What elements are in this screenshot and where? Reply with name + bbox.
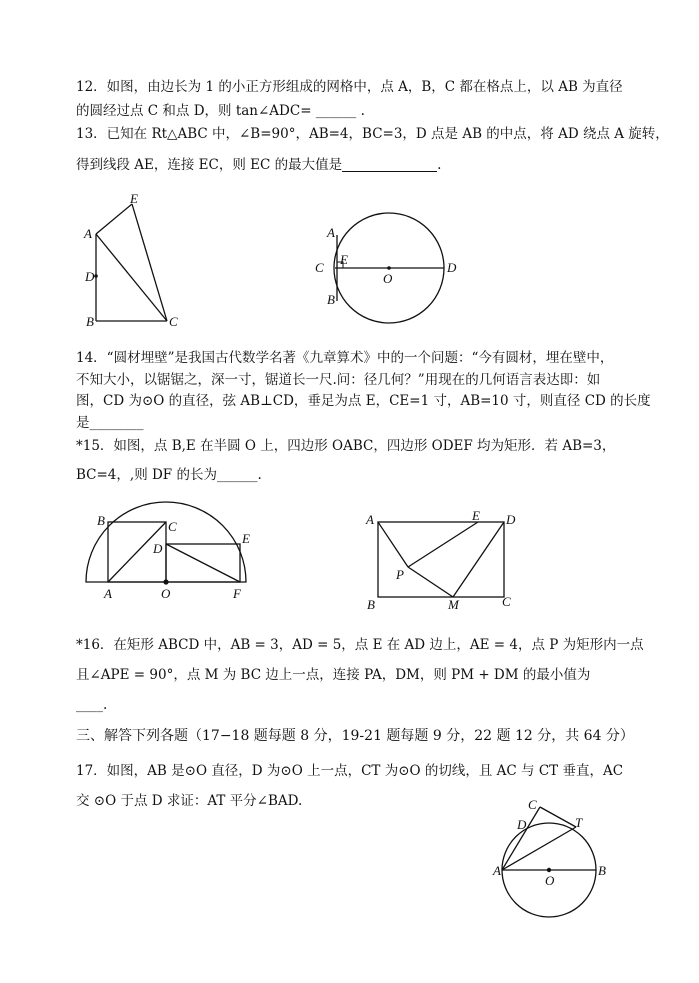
segment-pm (408, 567, 453, 597)
label-b: B (598, 863, 606, 878)
figure-q14 (310, 202, 475, 332)
q12-line1: 12．如图，由边长为 1 的小正方形组成的网格中，点 A，B，C 都在格点上，以 AB 为直径 (76, 79, 623, 95)
point-o (547, 868, 551, 872)
label-o: O (161, 586, 171, 601)
q15-line1: *15．如图，点 B,E 在半圆 O 上，四边形 OABC，四边形 ODEF 均为矩形．若 AB=3， (76, 438, 616, 454)
label-c: C (169, 314, 178, 329)
segment-at (502, 827, 576, 870)
q14-line1: 14．“圆材埋壁”是我国古代数学名著《九章算术》中的一个问题：“今有圆材，埋在壁中， (76, 350, 614, 366)
q13-answer-blank (342, 157, 437, 172)
q14-line2: 不知大小，以锯锯之，深一寸，锯道长一尺.问：径几何？”用现在的几何语言表达即：如 (76, 372, 601, 388)
rectangle-abcd (378, 522, 504, 597)
label-d: D (447, 260, 457, 275)
label-b: B (327, 292, 335, 307)
section3-title: 三、解答下列各题（17−18 题每题 8 分，19-21 题每题 9 分，22 题 12 分，共 64 分） (76, 728, 634, 744)
label-e: E (242, 531, 250, 546)
label-m: M (448, 597, 459, 612)
label-c: C (168, 519, 177, 534)
label-c: C (528, 797, 537, 812)
figure-q13 (80, 192, 190, 332)
label-a: A (84, 226, 92, 241)
label-b: B (367, 597, 375, 612)
point-o (387, 266, 391, 270)
label-a: A (104, 586, 112, 601)
q13-line1: 13．已知在 Rt△ABC 中，∠B=90°，AB=4，BC=3，D 点是 AB 的中点，将 AD 绕点 A 旋转， (76, 126, 669, 142)
label-c: C (502, 594, 511, 609)
label-d: D (506, 512, 516, 527)
q13-line2-end: . (437, 157, 442, 173)
q16-line3: ____. (76, 697, 108, 713)
point-o (163, 579, 168, 584)
figure-q16 (360, 505, 530, 615)
label-a: A (493, 863, 501, 878)
label-f: F (233, 586, 241, 601)
label-b: B (97, 513, 105, 528)
segment-ae (96, 204, 132, 234)
label-d: D (85, 269, 95, 284)
segment-ec (132, 204, 167, 321)
label-t: T (575, 815, 583, 830)
segment-ac (96, 234, 167, 321)
point-d (94, 274, 98, 278)
q12-line2: 的圆经过点 C 和点 D，则 tan∠ADC= ______ . (76, 103, 365, 119)
segment-ap (378, 522, 408, 567)
figure-q15 (80, 495, 270, 605)
q13-line2-text: 得到线段 AE，连接 EC，则 EC 的最大值是 (76, 157, 343, 173)
label-d: D (153, 541, 163, 556)
label-p: P (396, 567, 404, 582)
label-a: A (327, 225, 335, 240)
label-e: E (340, 252, 348, 267)
q14-line3: 图，CD 为⊙O 的直径，弦 AB⊥CD，垂足为点 E，CE=1 寸，AB=10 寸，则直径 CD 的长度 (76, 393, 651, 409)
q17-line1: 17．如图，AB 是⊙O 直径，D 为⊙O 上一点，CT 为⊙O 的切线，且 AC 与 CT 垂直，AC (76, 763, 624, 779)
label-c: C (315, 260, 324, 275)
q14-line4: 是________ (76, 415, 144, 431)
figure-q17 (490, 795, 615, 920)
q15-line2: BC=4，,则 DF 的长为______. (76, 467, 262, 483)
segment-pe (408, 522, 478, 567)
label-o: O (545, 873, 555, 888)
segment-df (166, 544, 240, 582)
label-b: B (86, 314, 94, 329)
label-a: A (366, 512, 374, 527)
label-e: E (130, 192, 138, 206)
q16-line2: 且∠APE = 90°，点 M 为 BC 边上一点，连接 PA，DM，则 PM + DM 的最小值为 (76, 667, 591, 683)
label-d: D (517, 817, 527, 832)
label-o: O (383, 271, 393, 286)
q13-line2 (76, 156, 441, 174)
label-e: E (472, 508, 480, 523)
q16-line1: *16．在矩形 ABCD 中，AB = 3，AD = 5，点 E 在 AD 边上，AE = 4，点 P 为矩形内一点 (76, 637, 644, 653)
q17-line2: 交 ⊙O 于点 D 求证：AT 平分∠BAD. (76, 793, 303, 809)
